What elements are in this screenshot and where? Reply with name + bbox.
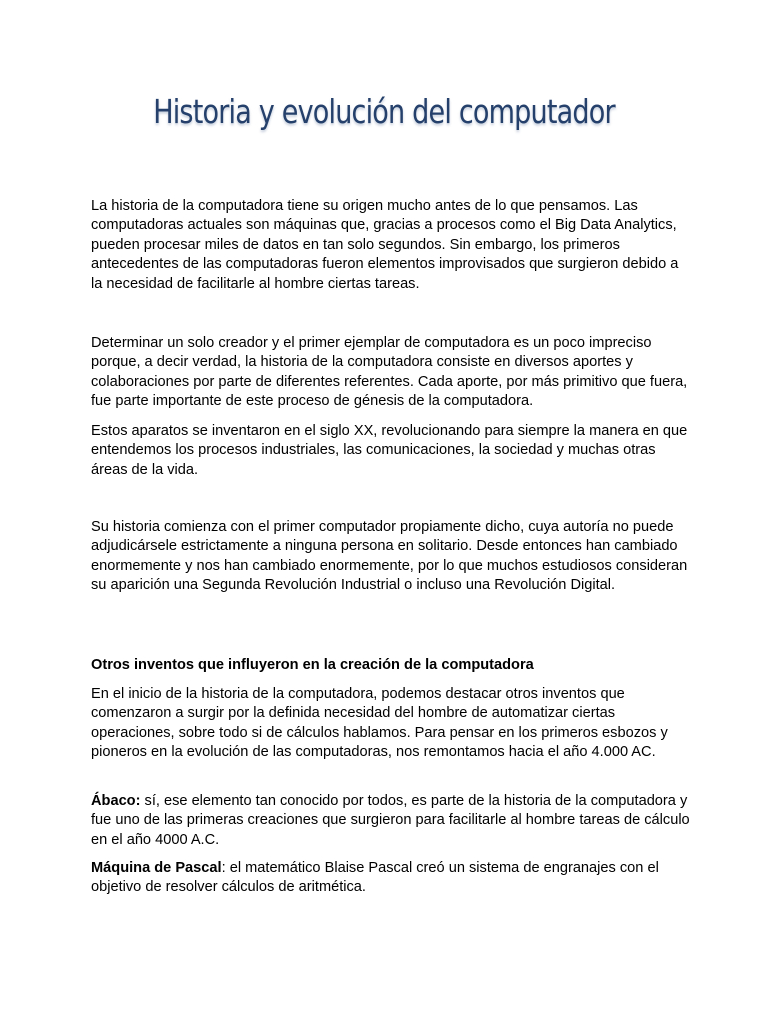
paragraph-pascal <box>91 859 691 898</box>
paragraph-intro: La historia de la computadora tiene su origen mucho antes de lo que pensamos. Las computadoras actuales son máquinas que, gracias a procesos como el Big Data Analytics, pueden procesar miles de datos en tan solo segundos. Sin embargo, los primeros antecedentes de las computadoras fueron elementos improvisados que surgieron debido a la necesidad de facilitarle al hombre ciertas tareas. <box>91 198 679 292</box>
abaco-description: sí, ese elemento tan conocido por todos, es parte de la historia de la computadora y fue uno de las primeras creaciones que surgieron para facilitarle al hombre tareas de cálculo en el año 4000 A.C. <box>91 793 690 848</box>
paragraph-other-inventions: En el inicio de la historia de la computadora, podemos destacar otros inventos que comenzaron a surgir por la definida necesidad del hombre de automatizar ciertas operaciones, sobre todo si de cálculos hablamos. Para pensar en los primeros esbozos y pioneros en la evolución de las computadoras, nos remontamos hacia el año 4.000 AC. <box>91 686 668 761</box>
paragraph-abaco <box>91 792 691 850</box>
paragraph-twentieth-century: Estos aparatos se inventaron en el siglo XX, revolucionando para siempre la manera en que entendemos los procesos industriales, las comunicaciones, la sociedad y muchas otras áreas de la vida. <box>91 423 688 478</box>
paragraph-history-begins: Su historia comienza con el primer computador propiamente dicho, cuya autoría no puede adjudicársele estrictamente a ninguna persona en solitario. Desde entonces han cambiado enormemente y nos han cambiado enormemente, por lo que muchos estudiosos consideran su aparición una Segunda Revolución Industrial o incluso una Revolución Digital. <box>91 519 688 594</box>
pascal-description: : el matemático Blaise Pascal creó un sistema de engranajes con el objetivo de resolver cálculos de aritmética. <box>91 860 659 896</box>
page-title: Historia y evolución del computador <box>153 92 615 131</box>
paragraph-creator: Determinar un solo creador y el primer ejemplar de computadora es un poco impreciso porque, a decir verdad, la historia de la computadora consiste en diversos aportes y colaboraciones por parte de diferentes referentes. Cada aporte, por más primitivo que fuera, fue parte importante de este proceso de génesis de la computadora. <box>91 335 688 410</box>
section-heading: Otros inventos que influyeron en la creación de la computadora <box>91 657 534 673</box>
term-pascal: Máquina de Pascal <box>91 860 222 876</box>
term-abaco: Ábaco: <box>91 793 141 809</box>
